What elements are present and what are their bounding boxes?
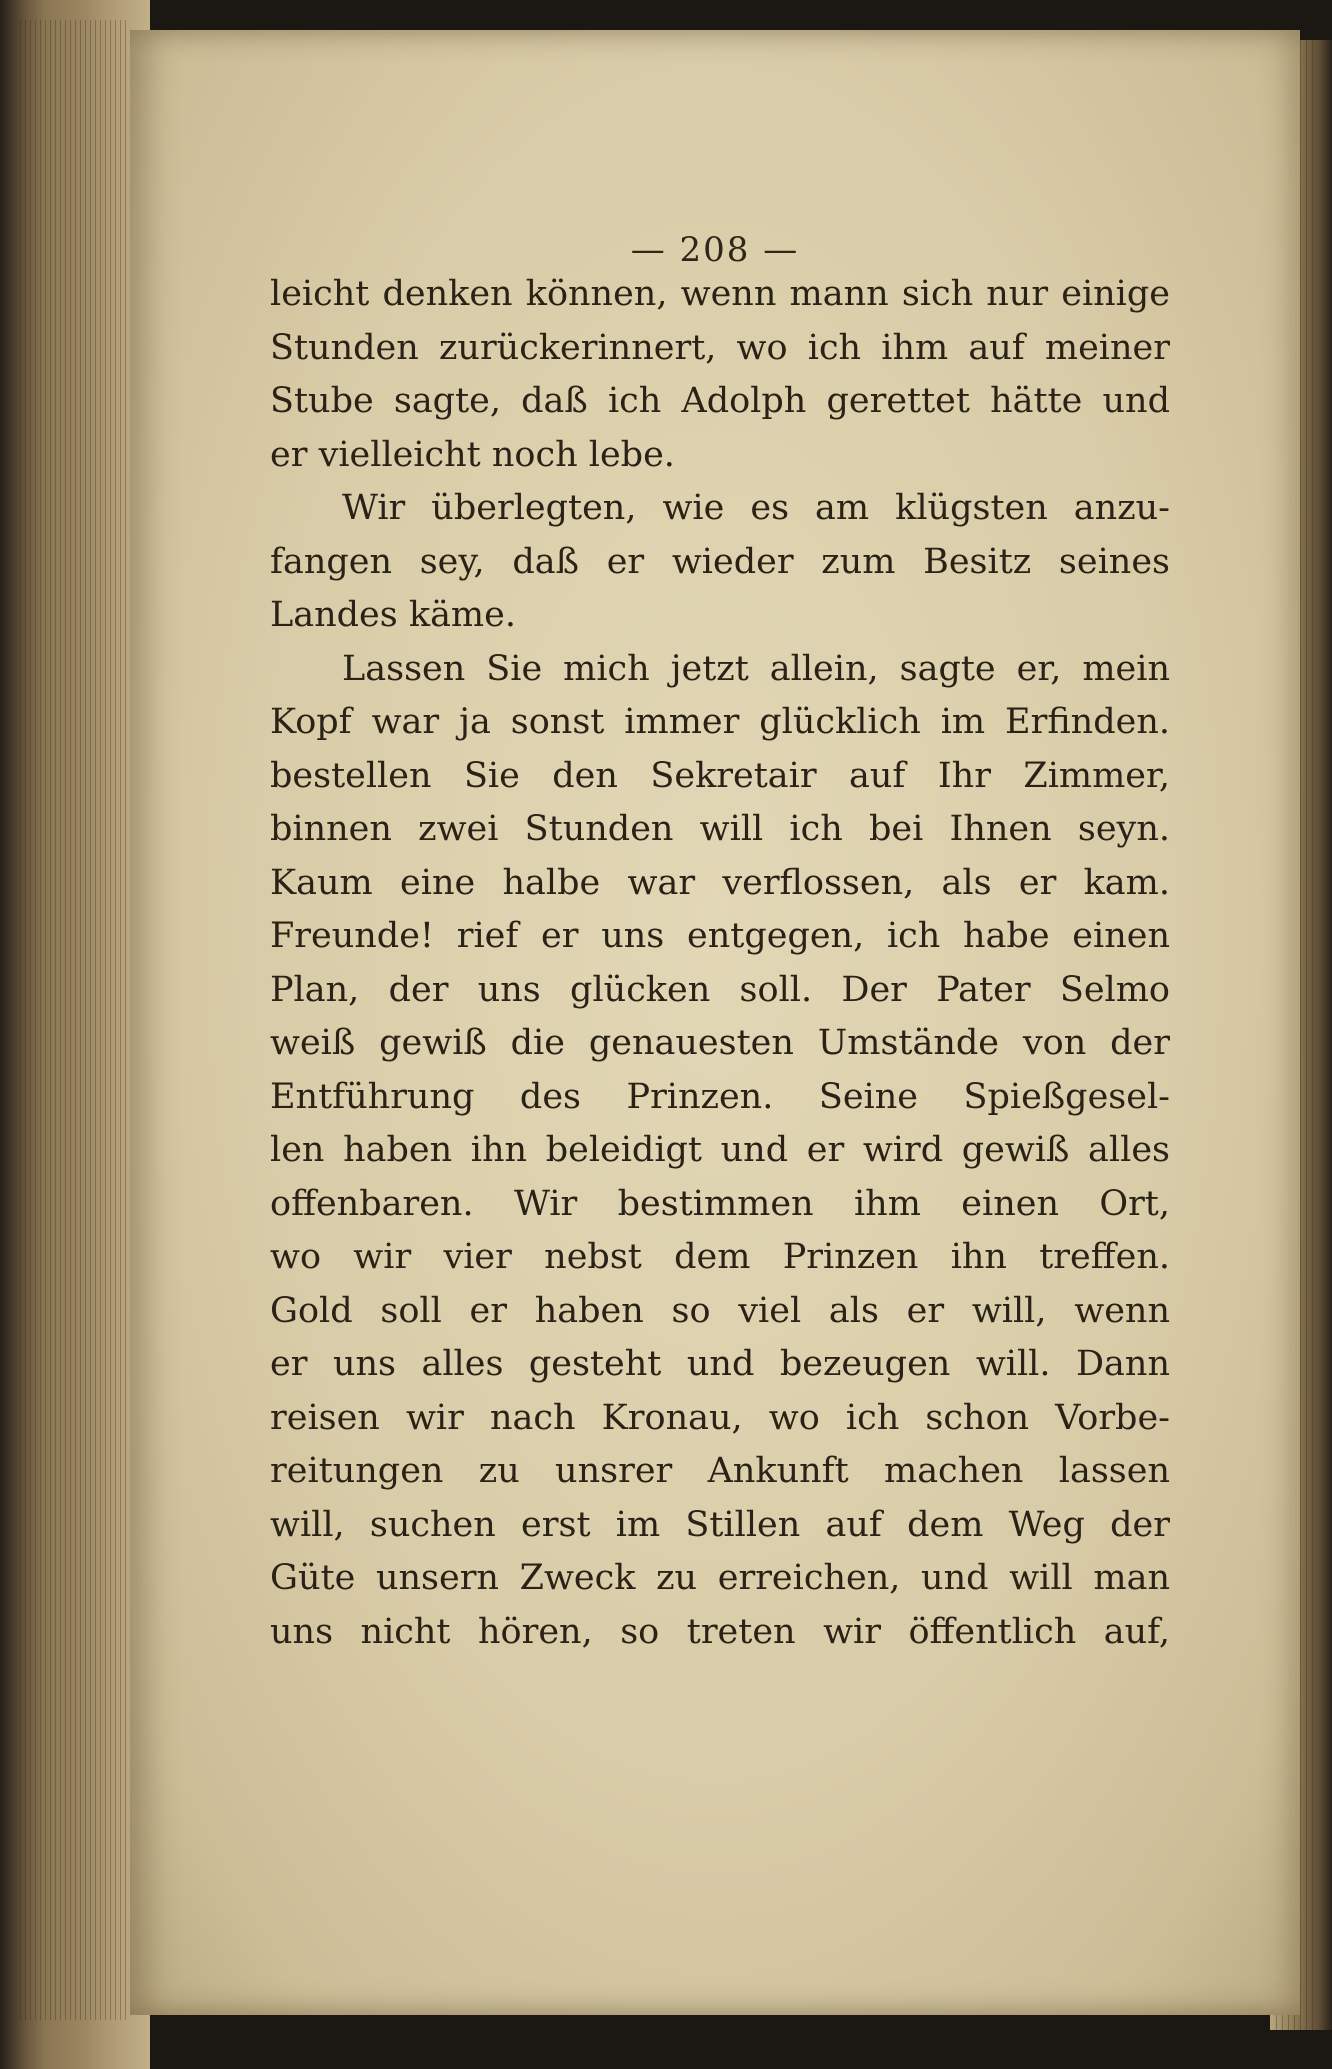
body-text <box>270 268 1170 1659</box>
text-line: uns nicht hören, so treten wir öffentlich auf, <box>270 1611 1170 1652</box>
text-line: weiß gewiß die genauesten Umstände von der <box>270 1023 1170 1063</box>
page-number-header: — 208 — <box>630 230 800 270</box>
text-line: er uns alles gesteht und bezeugen will. Dann <box>270 1344 1170 1384</box>
text-line: Stunden zurückerinnert, wo ich ihm auf meiner <box>270 327 1170 368</box>
text-line: Kopf war ja sonst immer glücklich im Erfinden. <box>270 702 1170 742</box>
text-line: Entführung des Prinzen. Seine Spießgesel- <box>270 1076 1170 1117</box>
text-line: er vielleicht noch lebe. <box>270 434 675 475</box>
text-line: reitungen zu unsrer Ankunft machen lassen <box>270 1451 1170 1491</box>
text-line: Lassen Sie mich jetzt allein, sagte er, mein <box>342 648 1170 689</box>
text-line: leicht denken können, wenn mann sich nur einige <box>270 274 1170 314</box>
text-line: Güte unsern Zweck zu erreichen, und will man <box>270 1558 1170 1598</box>
page-edge-stripes <box>20 20 130 2020</box>
text-line: Gold soll er haben so viel als er will, wenn <box>270 1290 1170 1331</box>
text-line: Plan, der uns glücken soll. Der Pater Selmo <box>270 969 1170 1010</box>
text-line: bestellen Sie den Sekretair auf Ihr Zimmer, <box>270 755 1170 796</box>
text-line: reisen wir nach Kronau, wo ich schon Vorbe- <box>270 1397 1170 1438</box>
text-line: offenbaren. Wir bestimmen ihm einen Ort, <box>270 1183 1170 1224</box>
text-line: wo wir vier nebst dem Prinzen ihn treffen. <box>270 1237 1170 1277</box>
text-line: Freunde! rief er uns entgegen, ich habe einen <box>270 916 1170 956</box>
text-line: will, suchen erst im Stillen auf dem Weg der <box>270 1504 1170 1545</box>
text-line: fangen sey, daß er wieder zum Besitz seines <box>270 541 1170 582</box>
text-line: len haben ihn beleidigt und er wird gewiß alles <box>270 1130 1170 1170</box>
text-line: Stube sagte, daß ich Adolph gerettet hätte und <box>270 381 1170 421</box>
text-line: Landes käme. <box>270 595 516 635</box>
text-line: Kaum eine halbe war verflossen, als er kam. <box>270 862 1170 903</box>
text-line: Wir überlegten, wie es am klügsten anzu- <box>342 488 1170 528</box>
text-line: binnen zwei Stunden will ich bei Ihnen seyn. <box>270 809 1170 849</box>
book-page-edges-left <box>0 0 150 2069</box>
